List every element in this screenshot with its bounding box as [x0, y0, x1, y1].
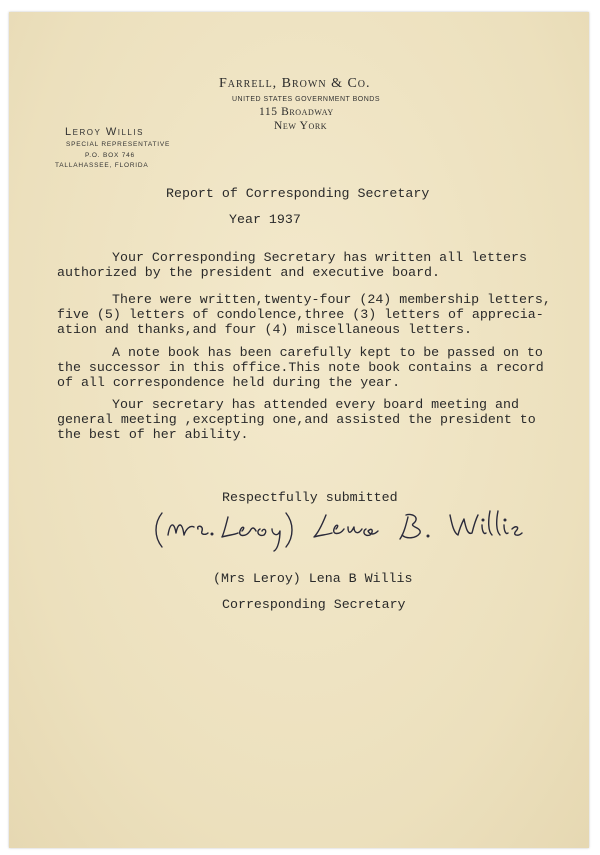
paragraph-2-line-2: five (5) letters of condolence,three (3) letters of apprecia- [57, 307, 544, 322]
paragraph-2-line-1: There were written,twenty-four (24) membership letters, [112, 292, 551, 307]
report-title: Report of Corresponding Secretary [166, 186, 430, 201]
paragraph-3-line-1: A note book has been carefully kept to be passed on to [112, 345, 543, 360]
paragraph-4-line-3: the best of her ability. [57, 427, 249, 442]
company-subtitle: UNITED STATES GOVERNMENT BONDS [232, 96, 381, 103]
typed-signer-name: (Mrs Leroy) Lena B Willis [213, 571, 413, 586]
representative-title: SPECIAL REPRESENTATIVE [66, 141, 171, 148]
paragraph-3-line-2: the successor in this office.This note book contains a record [57, 360, 544, 375]
paragraph-4-line-1: Your secretary has attended every board meeting and [112, 397, 519, 412]
paragraph-1-line-2: authorized by the president and executive board. [57, 265, 441, 280]
paragraph-4-line-2: general meeting ,excepting one,and assisted the president to [57, 412, 536, 427]
paragraph-2-line-3: ation and thanks,and four (4) miscellaneous letters. [57, 322, 472, 337]
company-name: Farrell, Brown & Co. [219, 76, 371, 91]
representative-name: Leroy Willis [65, 126, 144, 138]
paragraph-1-line-1: Your Corresponding Secretary has written all letters [112, 250, 527, 265]
handwritten-signature [150, 495, 530, 555]
representative-city: TALLAHASSEE, FLORIDA [55, 162, 149, 169]
typed-signer-title: Corresponding Secretary [222, 597, 406, 612]
paragraph-3-line-3: of all correspondence held during the year. [57, 375, 401, 390]
report-year: Year 1937 [229, 212, 301, 227]
company-address-city: New York [274, 120, 328, 132]
complimentary-close: Respectfully submitted [222, 490, 398, 505]
representative-po-box: P.O. BOX 746 [85, 152, 135, 159]
company-address-street: 115 Broadway [259, 106, 334, 118]
